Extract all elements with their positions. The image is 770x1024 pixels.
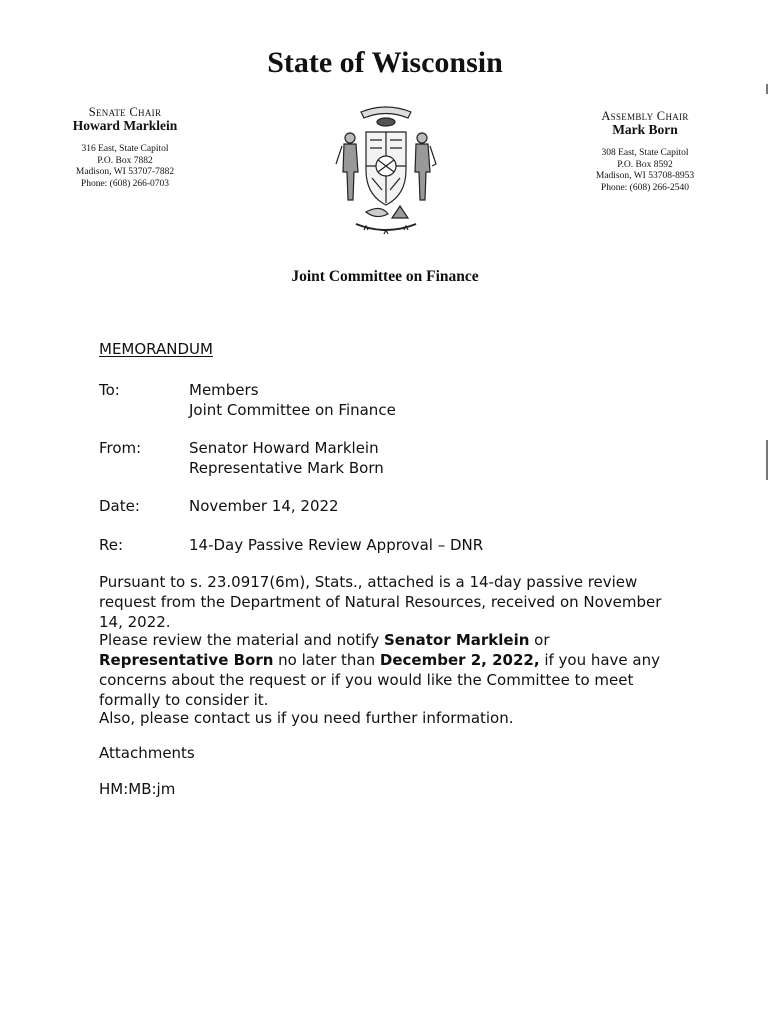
address-line: 316 East, State Capitol bbox=[81, 144, 169, 154]
senator-name-bold: Senator Marklein bbox=[383, 631, 530, 649]
p2-text: if you have any concerns about the request or if you would like the Committee to meet formally to consider it. bbox=[99, 651, 661, 709]
scan-mark bbox=[766, 84, 768, 94]
senate-chair-name: Howard Marklein bbox=[72, 118, 178, 133]
assembly-chair-address bbox=[570, 148, 720, 194]
deadline-bold: December 2, 2022, bbox=[379, 651, 540, 669]
date-label: Date: bbox=[99, 497, 140, 515]
senate-chair-address bbox=[50, 144, 200, 190]
address-line: Phone: (608) 266-0703 bbox=[80, 178, 170, 189]
address-line: 308 East, State Capitol bbox=[601, 148, 689, 158]
memorandum-label: MEMORANDUM bbox=[99, 340, 213, 358]
body-paragraph-3: Also, please contact us if you need further information. bbox=[99, 709, 514, 727]
initials: HM:MB:jm bbox=[99, 780, 176, 798]
body-paragraph-2 bbox=[99, 630, 679, 710]
body-paragraph-1: Pursuant to s. 23.0917(6m), Stats., attached is a 14-day passive review request from the Department of Natural Resources, received on November 14, 2022. bbox=[99, 573, 662, 631]
date-value: November 14, 2022 bbox=[189, 497, 339, 515]
senate-chair-role: Senate Chair bbox=[88, 105, 162, 119]
senate-chair-block bbox=[50, 106, 200, 190]
address-line: P.O. Box 8592 bbox=[617, 159, 673, 170]
committee-heading: Joint Committee on Finance bbox=[291, 268, 479, 285]
representative-name-bold: Representative Born bbox=[99, 651, 274, 669]
address-line: Phone: (608) 266-2540 bbox=[600, 182, 690, 193]
address-line: Madison, WI 53708-8953 bbox=[595, 171, 695, 181]
from-value bbox=[189, 438, 689, 478]
from-line: Representative Mark Born bbox=[189, 459, 384, 477]
re-value: 14-Day Passive Review Approval – DNR bbox=[189, 536, 484, 554]
assembly-chair-role: Assembly Chair bbox=[601, 109, 689, 123]
from-label: From: bbox=[99, 439, 142, 457]
page-title: State of Wisconsin bbox=[267, 46, 503, 79]
assembly-chair-name: Mark Born bbox=[612, 122, 678, 137]
to-label: To: bbox=[99, 381, 120, 399]
address-line: Madison, WI 53707-7882 bbox=[75, 167, 175, 177]
to-value bbox=[189, 380, 689, 420]
p2-text: no later than bbox=[273, 651, 380, 669]
re-label: Re: bbox=[99, 536, 124, 554]
address-line: P.O. Box 7882 bbox=[97, 155, 153, 166]
assembly-chair-block bbox=[570, 110, 720, 194]
from-line: Senator Howard Marklein bbox=[189, 439, 379, 457]
to-line: Members bbox=[189, 381, 259, 399]
p2-text: or bbox=[529, 631, 550, 649]
state-seal-icon bbox=[326, 100, 446, 240]
scan-mark bbox=[766, 440, 768, 480]
to-line: Joint Committee on Finance bbox=[189, 401, 396, 419]
attachments-label: Attachments bbox=[99, 744, 195, 762]
p2-text: Please review the material and notify bbox=[99, 631, 384, 649]
